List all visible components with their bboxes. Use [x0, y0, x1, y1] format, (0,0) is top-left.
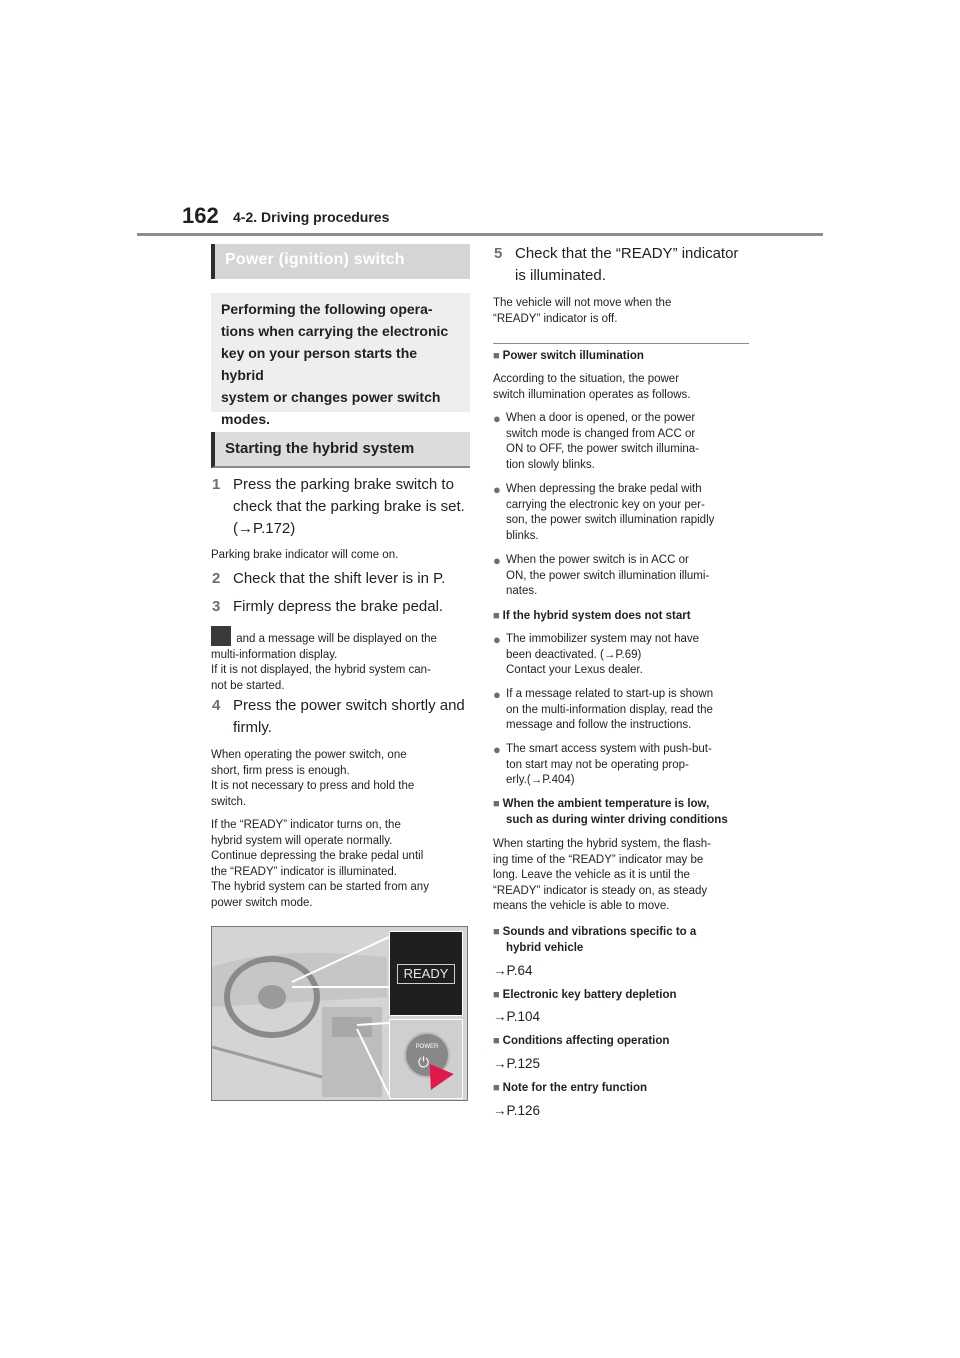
step-5-note: The vehicle will not move when the “READY” indicator is off. [493, 297, 672, 325]
bullet-icon: ● [493, 742, 501, 757]
step-3-note: and a message will be displayed on the multi-information display. If it is not displayed, the hybrid system can- not be started. [211, 626, 473, 694]
bullet-item: ● The immobilizer system may not have been deactivated. (→P.69) Contact your Lexus dealer. [493, 632, 755, 678]
heading-sounds-vibrations: ■ Sounds and vibrations specific to a hybrid vehicle [493, 926, 697, 954]
step-1: 1 Press the parking brake switch to check that the parking brake is set. (→P.172) [212, 474, 474, 540]
ambient-temperature-body: When starting the hybrid system, the flash- ing time of the “READY” indicator may be long. Leave the vehicle as it is until the “READY” indicator is steady on, as steady means the vehicle is able to move. [493, 838, 711, 912]
bullet-item: ● When the power switch is in ACC or ON, the power switch illumination illumi- nates. [493, 553, 710, 597]
ready-indicator-panel [389, 931, 463, 1016]
dashboard-illustration [211, 926, 468, 1101]
page-number: 162 [182, 203, 219, 228]
power-icon: ⏻ [418, 1054, 430, 1070]
bullet-item: ● When depressing the brake pedal with carrying the electronic key on your per- son, the power switch illumination rapidly blinks. [493, 482, 715, 542]
page-ref-link[interactable]: been deactivated. (→P.69) [506, 648, 642, 661]
page-ref-link[interactable]: →P.64 [493, 963, 533, 978]
step-3: 3 Firmly depress the brake pedal. [212, 598, 444, 615]
page-ref-link[interactable]: →P.126 [493, 1103, 541, 1118]
divider [493, 343, 749, 344]
heading-key-battery-depletion: ■ Electronic key battery depletion [493, 989, 677, 1001]
key-indicator-icon [211, 626, 231, 646]
heading-power-switch-illumination: ■ Power switch illumination [493, 350, 644, 362]
section-title: 4-2. Driving procedures [233, 209, 390, 225]
step-2: 2 Check that the shift lever is in P. [212, 570, 446, 587]
header-rule [137, 233, 823, 236]
step-4: 4 Press the power switch shortly and firmly. [212, 697, 465, 736]
intro-line: key on your person starts the hybrid [221, 345, 418, 383]
bullet-icon: ● [493, 632, 501, 647]
step-1-note: Parking brake indicator will come on. [211, 549, 399, 561]
page-ref-link[interactable]: →P.104 [493, 1009, 541, 1024]
intro-box [211, 293, 470, 427]
intro-line: modes. [221, 411, 271, 427]
power-button: POWER ⏻ [404, 1032, 450, 1078]
page-ref-link[interactable]: erly.(→P.404) [506, 774, 575, 786]
intro-line: system or changes power switch [221, 389, 441, 405]
heading-system-does-not-start: ■ If the hybrid system does not start [493, 610, 691, 622]
power-button-panel [389, 1019, 463, 1099]
intro-line: tions when carrying the electronic [221, 323, 449, 339]
bullet-icon: ● [493, 687, 501, 702]
bullet-icon: ● [493, 482, 501, 497]
step-4-note-2: If the “READY” indicator turns on, the hybrid system will operate normally. Continue depressing the brake pedal until the “READY” indicator is illuminated. The hybrid system can be started from any power switch mode. [211, 819, 429, 909]
bullet-item: ● When a door is opened, or the power switch mode is changed from ACC or ON to OFF, the power switch illumina- tion slowly blinks. [493, 411, 700, 471]
illumination-intro: According to the situation, the power switch illumination operates as follows. [493, 373, 691, 401]
heading-ambient-temperature: ■ When the ambient temperature is low, such as during winter driving conditions [493, 798, 728, 826]
page-ref-link[interactable]: →P.125 [493, 1056, 541, 1071]
bullet-icon: ● [493, 553, 501, 568]
heading-conditions-affecting-operation: ■ Conditions affecting operation [493, 1035, 670, 1047]
bullet-icon: ● [493, 411, 501, 426]
heading-starting-hybrid: Starting the hybrid system [211, 432, 470, 468]
bullet-item: ● The smart access system with push-but- ton start may not be operating prop- erly.(→P.404) [493, 742, 755, 788]
step-4-note-1: When operating the power switch, one short, firm press is enough. It is not necessary to press and hold the switch. [211, 749, 415, 808]
step-5: 5 Check that the “READY” indicator is illuminated. [494, 245, 739, 284]
intro-line: Performing the following opera- [221, 301, 433, 317]
page-ref-link[interactable]: (→P.172) [233, 520, 296, 537]
bullet-item: ● If a message related to start-up is shown on the multi-information display, read the message and follow the instructions. [493, 687, 714, 731]
heading-entry-function: ■ Note for the entry function [493, 1082, 648, 1094]
ready-indicator: READY [397, 964, 455, 984]
heading-power-switch: Power (ignition) switch [211, 244, 470, 279]
